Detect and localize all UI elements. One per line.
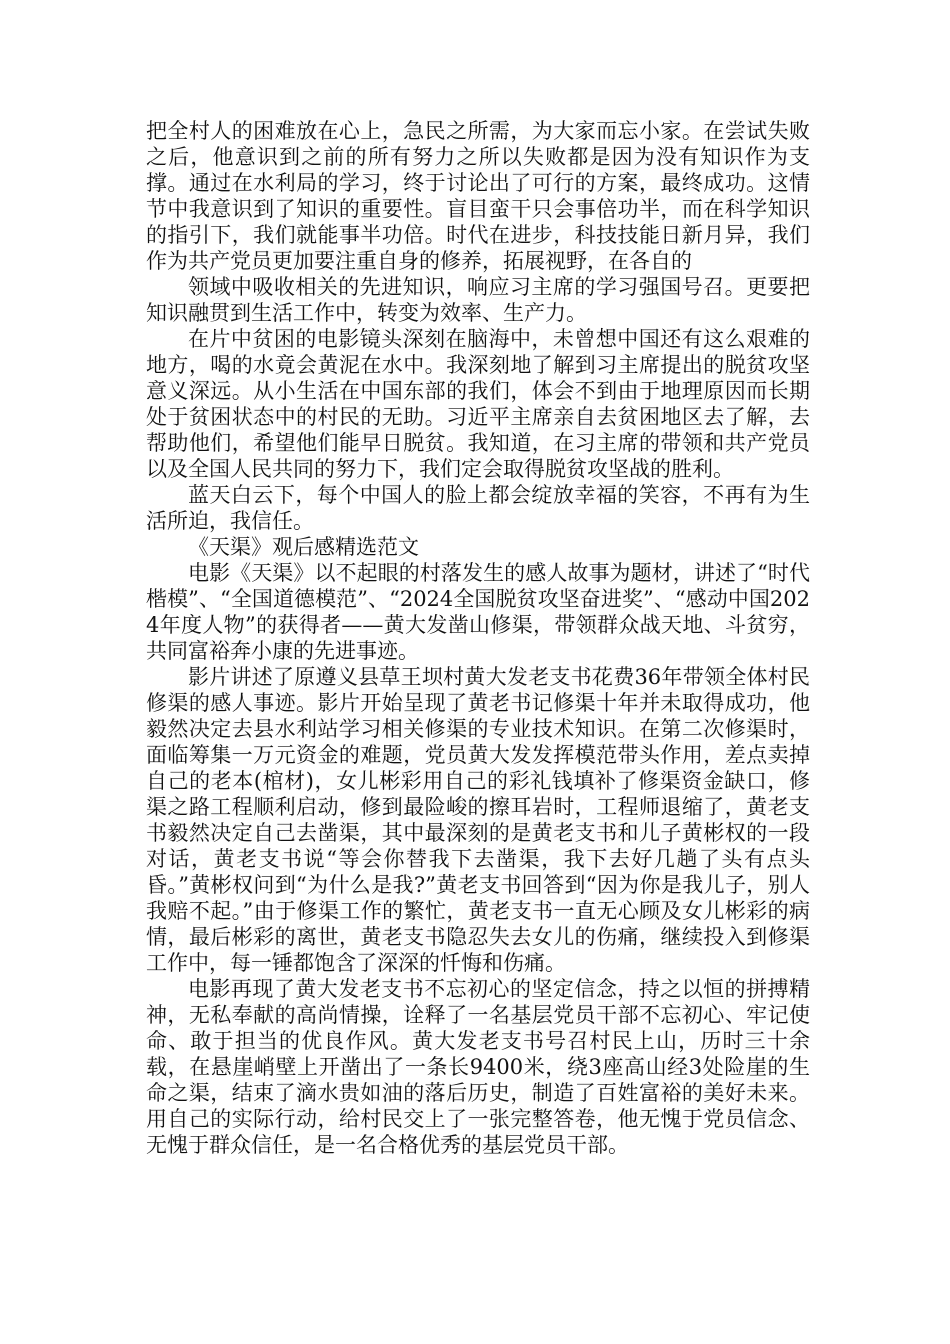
paragraph-learning: 领域中吸收相关的先进知识，响应习主席的学习强国号召。更要把知识融贯到生活工作中，转变为效率、生产力。 (146, 275, 810, 325)
paragraph-movie-intro: 电影《天渠》以不起眼的村落发生的感人故事为题材，讲述了“时代楷模”、“全国道德模范”、“2024全国脱贫攻坚奋进奖”、“感动中国2024年度人物”的获得者——黄大发凿山修渠，带领群众战天地、斗贫穷，共同富裕奔小康的先进事迹。 (146, 561, 810, 663)
paragraph-movie-plot: 影片讲述了原遵义县草王坝村黄大发老支书花费36年带领全体村民修渠的感人事迹。影片开始呈现了黄老书记修渠十年并未取得成功，他毅然决定去县水利站学习相关修渠的专业技术知识。在第二次修渠时，面临筹集一万元资金的难题，党员黄大发发挥模范带头作用，差点卖掉自己的老本(棺材)，女儿彬彩用自己的彩礼钱填补了修渠资金缺口，修渠之路工程顺利启动，修到最险峻的擦耳岩时，工程师退缩了，黄老支书毅然决定自己去凿渠，其中最深刻的是黄老支书和儿子黄彬权的一段对话，黄老支书说“等会你替我下去凿渠，我下去好几趟了头有点头昏。”黄彬权问到“为什么是我?”黄老支书回答到“因为你是我儿子，别人我赔不起。”由于修渠工作的繁忙，黄老支书一直无心顾及女儿彬彩的病情，最后彬彩的离世，黄老支书隐忍失去女儿的伤痛，继续投入到修渠工作中，每一锤都饱含了深深的忏悔和伤痛。 (146, 665, 810, 975)
section-title: 《天渠》观后感精选范文 (188, 535, 419, 559)
document-page (146, 118, 810, 1158)
paragraph-knowledge: 把全村人的困难放在心上，急民之所需，为大家而忘小家。在尝试失败之后，他意识到之前的所有努力之所以失败都是因为没有知识作为支撑。通过在水利局的学习，终于讨论出了可行的方案，最终成功。这情节中我意识到了知识的重要性。盲目蛮干只会事倍功半，而在科学知识的指引下，我们就能事半功倍。时代在进步，科技技能日新月异，我们作为共产党员更加要注重自身的修养，拓展视野，在各自的 (146, 119, 810, 273)
paragraph-movie-spirit: 电影再现了黄大发老支书不忘初心的坚定信念，持之以恒的拼搏精神，无私奉献的高尚情操，诠释了一名基层党员干部不忘初心、牢记使命、敢于担当的优良作风。黄大发老支书号召村民上山，历时三十余载，在悬崖峭壁上开凿出了一条长9400米，绕3座高山经3处险崖的生命之渠，结束了滴水贵如油的落后历史，制造了百姓富裕的美好未来。用自己的实际行动，给村民交上了一张完整答卷，他无愧于党员信念、无愧于群众信任，是一名合格优秀的基层党员干部。 (146, 977, 810, 1157)
paragraph-blue-sky: 蓝天白云下，每个中国人的脸上都会绽放幸福的笑容，不再有为生活所迫，我信任。 (146, 483, 810, 533)
paragraph-poverty: 在片中贫困的电影镜头深刻在脑海中，未曾想中国还有这么艰难的地方，喝的水竟会黄泥在水中。我深刻地了解到习主席提出的脱贫攻坚意义深远。从小生活在中国东部的我们，体会不到由于地理原因而长期处于贫困状态中的村民的无助。习近平主席亲自去贫困地区去了解，去帮助他们，希望他们能早日脱贫。我知道，在习主席的带领和共产党员以及全国人民共同的努力下，我们定会取得脱贫攻坚战的胜利。 (146, 327, 810, 481)
